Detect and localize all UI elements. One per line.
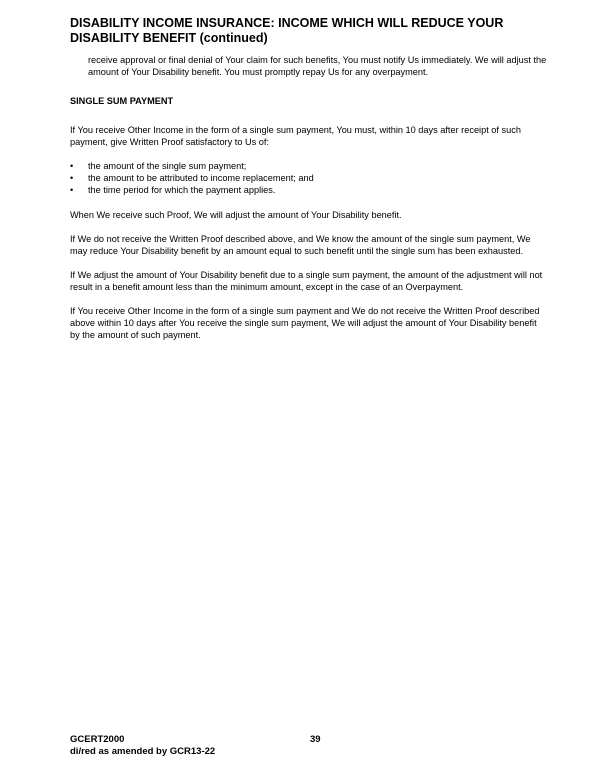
list-item-text: the amount of the single sum payment; (88, 161, 247, 171)
proof-list (70, 160, 548, 196)
intro-paragraph: If You receive Other Income in the form of a single sum payment, You must, within 10 days after receipt of such payment, give Written Proof satisfactory to Us of: (70, 125, 521, 147)
document-body (70, 54, 548, 353)
list-item (70, 172, 548, 184)
list-item-text: the amount to be attributed to income replacement; and (88, 173, 314, 183)
list-item-text: the time period for which the payment applies. (88, 185, 276, 195)
list-item (70, 184, 548, 196)
bullet-icon: • (70, 173, 74, 183)
no-proof-paragraph: If We do not receive the Written Proof described above, and We know the amount of the single sum payment, We may reduce Your Disability benefit by an amount equal to such benefit until the single sum has been exhausted. (70, 234, 531, 256)
bullet-icon: • (70, 161, 74, 171)
adjustment-paragraph: If We adjust the amount of Your Disability benefit due to a single sum payment, the amount of the adjustment will not result in a benefit amount less than the minimum amount, except in the case of an Overpayment. (70, 270, 543, 292)
title-line-2: DISABILITY BENEFIT (continued) (70, 31, 268, 45)
when-proof-paragraph: When We receive such Proof, We will adjust the amount of Your Disability benefit. (70, 210, 402, 220)
section-heading: SINGLE SUM PAYMENT (70, 96, 174, 106)
footer-form-info (70, 734, 215, 758)
title-line-1: DISABILITY INCOME INSURANCE: INCOME WHICH WILL REDUCE YOUR (70, 16, 504, 30)
continuation-paragraph: receive approval or final denial of Your claim for such benefits, You must notify Us immediately. We will adjust the amount of Your Disability benefit. You must promptly repay Us for any overpayment. (88, 55, 547, 77)
late-proof-paragraph: If You receive Other Income in the form of a single sum payment and We do not receive the Written Proof described above within 10 days after You receive the single sum payment, We will adjust the amount of Your Disability benefit by the amount of such payment. (70, 306, 540, 340)
amendment-note: di/red as amended by GCR13-22 (70, 746, 216, 757)
list-item (70, 160, 548, 172)
page-number: 39 (310, 734, 321, 745)
form-id: GCERT2000 (70, 734, 125, 745)
page-title (70, 16, 550, 46)
bullet-icon: • (70, 185, 74, 195)
